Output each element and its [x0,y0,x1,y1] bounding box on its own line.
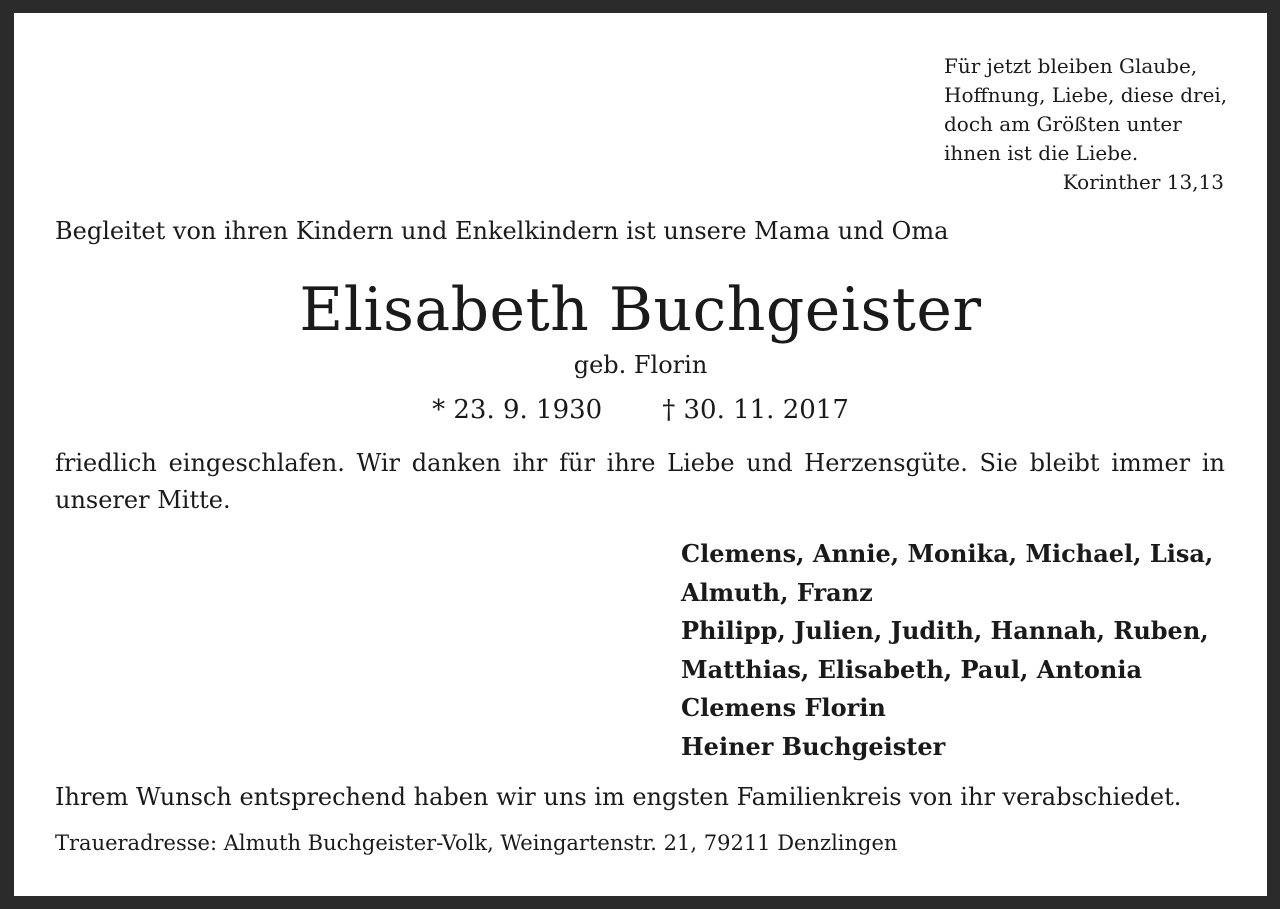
bible-verse [944,52,1228,197]
mourners-list [681,535,1213,766]
mourners-line: Clemens, Annie, Monika, Michael, Lisa, [681,539,1214,568]
verse-line: ihnen ist die Liebe. [944,141,1139,165]
mourners-line: Heiner Buchgeister [681,731,946,761]
intro-text: Begleitet von ihren Kindern und Enkelkindern ist unsere Mama und Oma [55,217,949,245]
life-dates [14,393,1267,427]
message-text: friedlich eingeschlafen. Wir danken ihr für ihre Liebe und Herzensgüte. Sie bleibt immer in unserer Mitte. [55,449,1225,514]
birth-name: geb. Florin [573,351,708,379]
death-date: † 30. 11. 2017 [662,395,849,425]
verse-line: Hoffnung, Liebe, diese drei, [944,83,1228,107]
birth-date: * 23. 9. 1930 [432,395,603,425]
deceased-name: Elisabeth Buchgeister [299,275,982,345]
closing-text: Ihrem Wunsch entsprechend haben wir uns im engsten Familienkreis von ihr verabschiedet. [55,783,1182,811]
mourners-line: Philipp, Julien, Judith, Hannah, Ruben, [681,616,1209,645]
verse-line: doch am Größten unter [944,112,1182,136]
obituary-notice [14,13,1267,896]
verse-line: Für jetzt bleiben Glaube, [944,54,1198,78]
mourners-line: Clemens Florin [681,693,886,722]
verse-reference: Korinther 13,13 [1062,170,1224,194]
mourning-address: Traueradresse: Almuth Buchgeister-Volk, Weingartenstr. 21, 79211 Denzlingen [55,831,898,855]
mourners-line: Matthias, Elisabeth, Paul, Antonia [681,654,1143,684]
mourners-line: Almuth, Franz [681,577,873,607]
